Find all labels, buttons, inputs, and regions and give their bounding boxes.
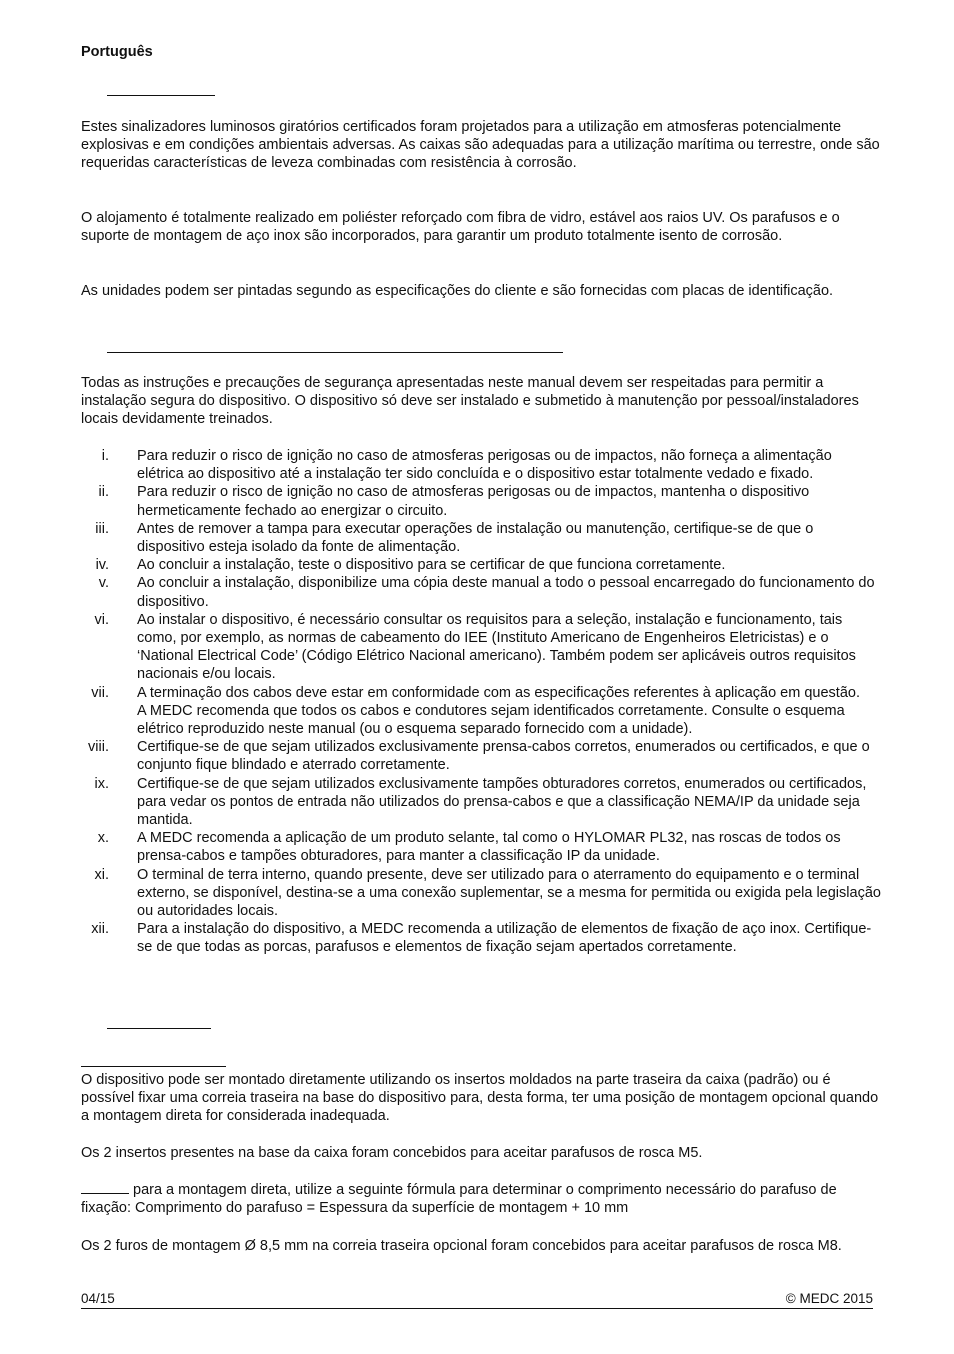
- intro-paragraph-2: O alojamento é totalmente realizado em poliéster reforçado com fibra de vidro, estável aos raios UV. Os parafusos e o suporte de montagem de aço inox são incorporados, para garantir um produto totalmente isento de corrosão.: [81, 210, 840, 245]
- item-number: [81, 702, 109, 738]
- mounting-paragraph-1: O dispositivo pode ser montado diretamente utilizando os insertos moldados na parte traseira da caixa (padrão) ou é possível fixar uma correia traseira na base do dispositivo para, desta forma, ter uma posição de montagem opcional quando a montagem direta for considerada inadequada.: [81, 1072, 879, 1125]
- subsection-heading-underline: [81, 1066, 226, 1067]
- item-number: xii.: [91, 921, 109, 938]
- item-number: vi.: [94, 611, 109, 628]
- item-text: Ao concluir a instalação, disponibilize uma cópia deste manual a todo o pessoal encarregado do funcionamento do dispositivo.: [137, 575, 875, 610]
- safety-instructions-list: [81, 447, 881, 957]
- item-number: i.: [101, 448, 109, 464]
- item-number: ii.: [98, 484, 109, 501]
- list-item: [81, 611, 881, 684]
- item-text: O terminal de terra interno, quando presente, deve ser utilizado para o aterramento do equipamento e o terminal externo, se disponível, destina-se a uma conexão suplementar, se a mesma for permitida ou exigida pela legislação ou autoridades locais.: [137, 866, 881, 920]
- item-number: vii.: [91, 684, 109, 701]
- list-item: [81, 866, 881, 921]
- item-text: Certifique-se de que sejam utilizados exclusivamente prensa-cabos corretos, enumerados ou certificados, e que o conjunto fique blindado e aterrado corretamente.: [137, 739, 870, 774]
- list-item-continuation: [81, 702, 881, 738]
- list-item: [81, 483, 881, 519]
- item-text: A terminação dos cabos deve estar em conformidade com as especificações referentes à aplicação em questão.: [137, 684, 860, 701]
- mounting-paragraph-4: Os 2 furos de montagem Ø 8,5 mm na correia traseira opcional foram concebidos para aceitar parafusos de rosca M8.: [81, 1238, 842, 1254]
- safety-intro-paragraph: Todas as instruções e precauções de segurança apresentadas neste manual devem ser respeitadas para permitir a instalação segura do dispositivo. O dispositivo só deve ser instalado e submetido à manutenção por pessoal/instaladores locais devidamente treinados.: [81, 375, 859, 428]
- item-number: viii.: [88, 739, 109, 756]
- section-heading-underline: [107, 352, 563, 353]
- mounting-paragraph-3-text: para a montagem direta, utilize a seguinte fórmula para determinar o comprimento necessário do parafuso de fixação: Comprimento do parafuso = Espessura da superfície de montagem + 10 mm: [81, 1182, 837, 1217]
- list-item: [81, 447, 881, 483]
- item-text: Ao instalar o dispositivo, é necessário consultar os requisitos para a seleção, instalação e funcionamento, tais como, por exemplo, as normas de cabeamento do IEE (Instituto Americano de Engenheiros Eletricistas) e o ‘National Electrical Code’ (Código Elétrico Nacional americano). Também podem ser aplicáveis outros requisitos nacionais e/ou locais.: [137, 611, 856, 683]
- item-text: Ao concluir a instalação, teste o dispositivo para se certificar de que funciona corretamente.: [137, 557, 726, 574]
- list-item: [81, 829, 881, 865]
- item-text: Antes de remover a tampa para executar operações de instalação ou manutenção, certifique-se de que o dispositivo esteja isolado da fonte de alimentação.: [137, 520, 814, 556]
- redacted-label-underline: [81, 1181, 129, 1194]
- section-heading-underline: [107, 95, 215, 96]
- item-number: x.: [97, 830, 109, 847]
- list-item: [81, 738, 881, 774]
- list-item: [81, 556, 881, 574]
- list-item: [81, 684, 881, 702]
- item-text: Para reduzir o risco de ignição no caso de atmosferas perigosas ou de impactos, mantenha o dispositivo hermeticamente fechado ao energizar o circuito.: [137, 484, 810, 519]
- intro-paragraph-1: Estes sinalizadores luminosos giratórios certificados foram projetados para a utilização em atmosferas potencialmente explosivas e em condições ambientais adversas. As caixas são adequadas para a utilização marítima ou terrestre, onde são requeridas características de leveza combinadas com resistência à corrosão.: [81, 119, 880, 172]
- list-item: [81, 574, 881, 610]
- item-number: iv.: [95, 557, 109, 574]
- item-text: Para reduzir o risco de ignição no caso de atmosferas perigosas ou de impactos, não forneça a alimentação elétrica ao dispositivo até a instalação ter sido concluída e o dispositivo estar totalmente vedado e fixado.: [137, 448, 832, 483]
- item-number: v.: [98, 575, 109, 592]
- footer-copyright: © MEDC 2015: [785, 1291, 873, 1306]
- item-text: Para a instalação do dispositivo, a MEDC recomenda a utilização de elementos de fixação de aço inox. Certifique-se de que todas as porcas, parafusos e elementos de fixação sejam apertados corretamente.: [137, 921, 872, 956]
- list-item: [81, 520, 881, 556]
- item-text: Certifique-se de que sejam utilizados exclusivamente tampões obturadores corretos, enumerados ou certificados, para vedar os pontos de entrada não utilizados do prensa-cabos e que a classificação NEMA/IP da unidade seja mantida.: [137, 775, 867, 829]
- mounting-paragraph-2: Os 2 insertos presentes na base da caixa foram concebidos para aceitar parafusos de rosca M5.: [81, 1145, 703, 1161]
- language-heading: Português: [81, 44, 153, 60]
- item-text: A MEDC recomenda que todos os cabos e condutores sejam identificados corretamente. Consulte o esquema elétrico reproduzido neste manual (ou o esquema separado fornecido com a unidade).: [137, 702, 845, 738]
- list-item: [81, 920, 881, 956]
- item-number: ix.: [94, 775, 109, 792]
- item-number: iii.: [95, 520, 109, 537]
- list-item: [81, 775, 881, 830]
- footer-date: 04/15: [81, 1291, 115, 1306]
- intro-paragraph-3: As unidades podem ser pintadas segundo as especificações do cliente e são fornecidas com placas de identificação.: [81, 283, 834, 299]
- item-number: xi.: [94, 866, 109, 883]
- item-text: A MEDC recomenda a aplicação de um produto selante, tal como o HYLOMAR PL32, nas roscas de todos os prensa-cabos e tampões obturadores, para manter a classificação IP da unidade.: [137, 830, 841, 865]
- footer-rule: [81, 1308, 873, 1309]
- section-heading-underline: [107, 1028, 211, 1029]
- mounting-paragraph-3: [81, 1181, 881, 1217]
